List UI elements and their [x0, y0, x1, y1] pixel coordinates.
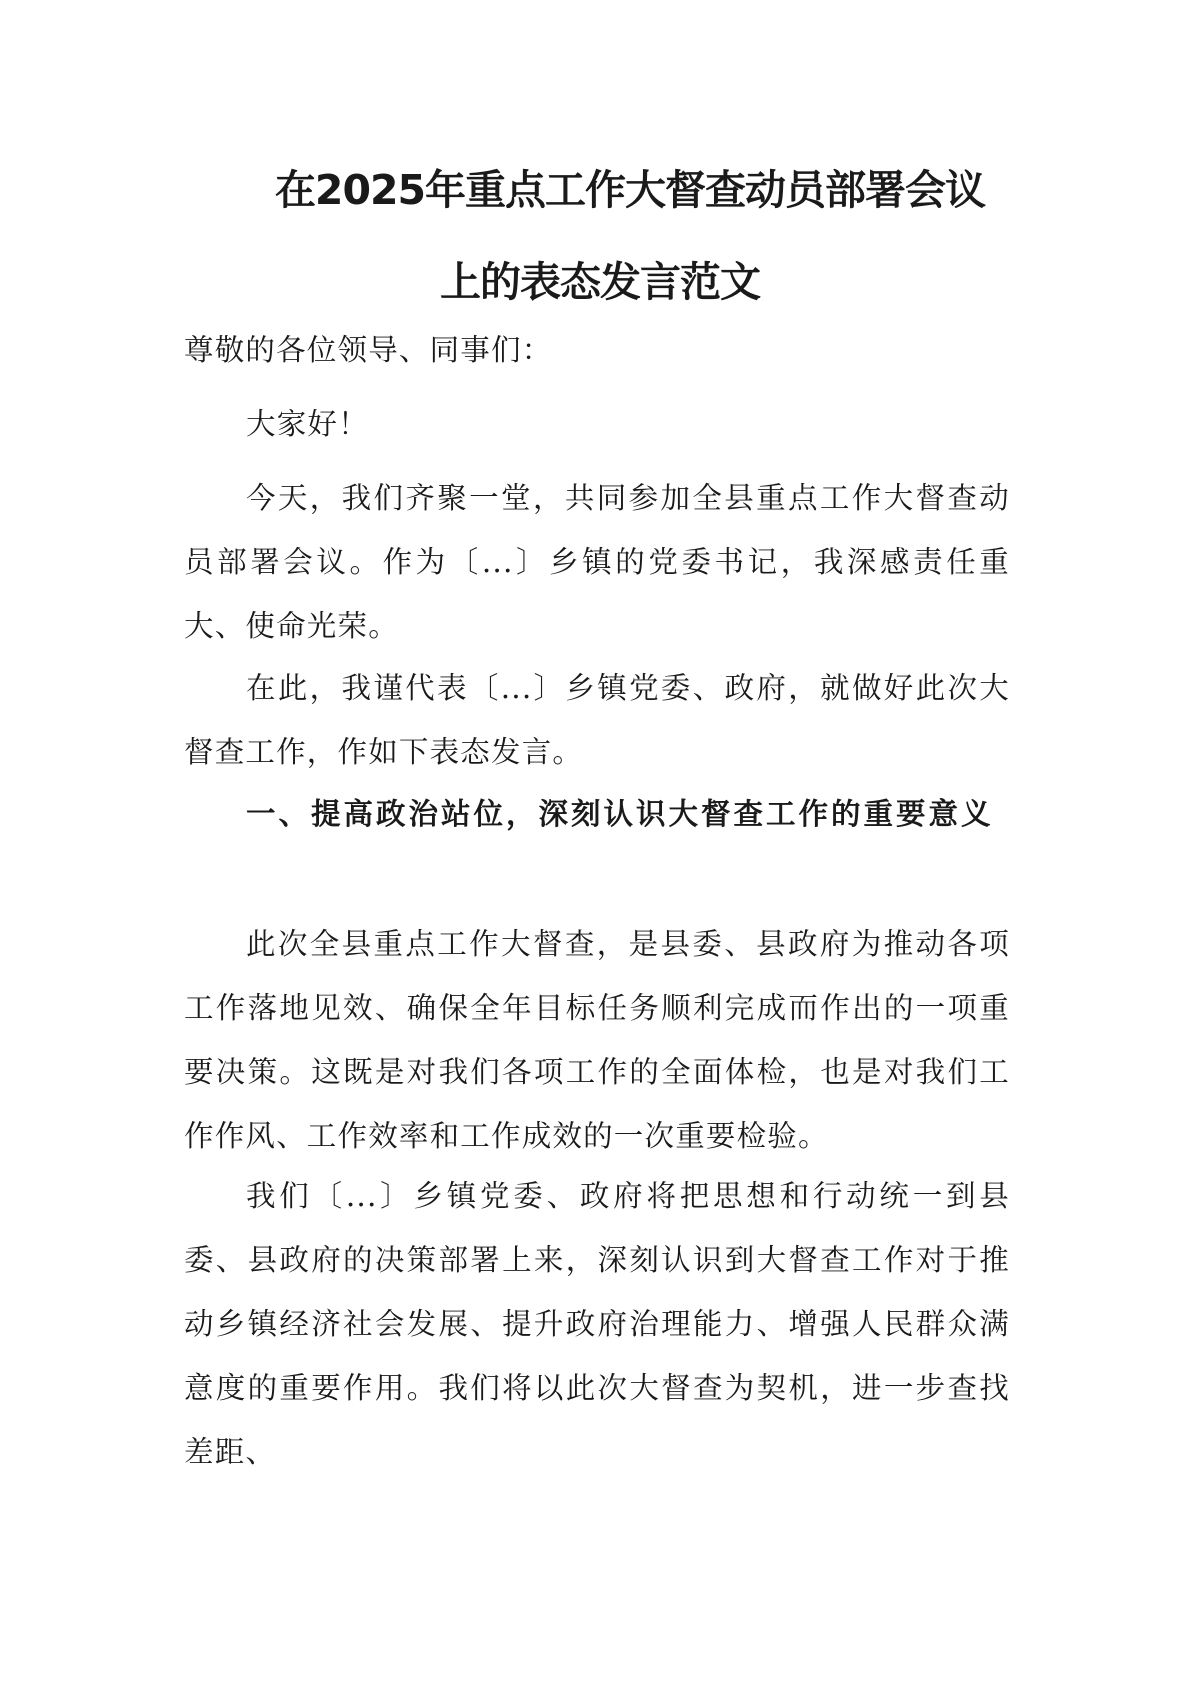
section-heading-1: [184, 782, 1010, 846]
greeting-text: 大家好！: [246, 407, 369, 441]
greeting: [184, 392, 1010, 456]
paragraph-2: [184, 656, 1010, 784]
section-heading-1-text: 一、提高政治站位，深刻认识大督查工作的重要意义: [246, 797, 994, 831]
salutation-text: 尊敬的各位领导、同事们：: [184, 333, 553, 367]
paragraph-1-text: 今天，我们齐聚一堂，共同参加全县重点工作大督查动员部署会议。作为〔...〕乡镇的党委书记，我深感责任重大、使命光荣。: [184, 481, 1010, 643]
paragraph-4: [184, 1164, 1010, 1484]
paragraph-1: [184, 466, 1010, 658]
salutation: [184, 318, 1010, 382]
paragraph-3-text: 此次全县重点工作大督查，是县委、县政府为推动各项工作落地见效、确保全年目标任务顺利完成而作出的一项重要决策。这既是对我们各项工作的全面体检，也是对我们工作作风、工作效率和工作成效的一次重要检验。: [184, 927, 1010, 1153]
paragraph-3: [184, 912, 1010, 1168]
document-title-line-2: 上的表态发言范文: [440, 258, 760, 306]
paragraph-4-text: 我们〔...〕乡镇党委、政府将把思想和行动统一到县委、县政府的决策部署上来，深刻认识到大督查工作对于推动乡镇经济社会发展、提升政府治理能力、增强人民群众满意度的重要作用。我们将以此次大督查为契机，进一步查找差距、: [184, 1179, 1010, 1469]
document-title-line-1: 在2025年重点工作大督查动员部署会议: [274, 166, 986, 214]
paragraph-2-text: 在此，我谨代表〔...〕乡镇党委、政府，就做好此次大督查工作，作如下表态发言。: [184, 671, 1010, 769]
